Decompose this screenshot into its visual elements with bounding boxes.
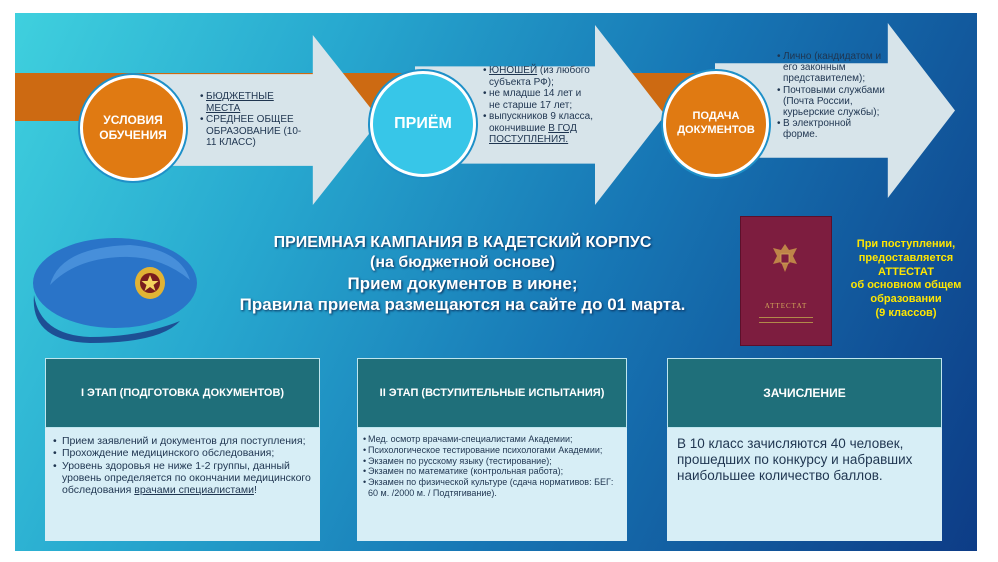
list-item: • Экзамен по физической культуре (сдача нормативов: БЕГ: 60 м. /2000 м. / Подтягивание). bbox=[363, 477, 623, 499]
headline bbox=[190, 233, 735, 316]
circle-label: УСЛОВИЯ ОБУЧЕНИЯ bbox=[99, 113, 167, 142]
documents-list bbox=[777, 51, 887, 141]
cover-line bbox=[759, 317, 813, 318]
stage1-body bbox=[45, 428, 320, 541]
list-item: • Психологическое тестирование психологами Академии; bbox=[363, 445, 623, 456]
stage3-header: ЗАЧИСЛЕНИЕ bbox=[667, 358, 942, 428]
list-item: • Прохождение медицинского обследования; bbox=[53, 447, 314, 459]
list-item: • Экзамен по математике (контрольная работа); bbox=[363, 466, 623, 477]
list-item: • Экзамен по русскому языку (тестирование); bbox=[363, 456, 623, 467]
headline-subtitle: (на бюджетной основе) bbox=[370, 254, 555, 271]
list-item: • выпускников 9 класса, окончившие В ГОД ПОСТУПЛЕНИЯ. bbox=[483, 111, 593, 146]
circle-study-conditions bbox=[80, 75, 186, 181]
circle-documents bbox=[663, 71, 769, 177]
list-item: • ЮНОШЕЙ (из любого субъекта РФ); bbox=[483, 65, 593, 88]
circle-label: ПОДАЧА ДОКУМЕНТОВ bbox=[677, 110, 755, 136]
list-item: • В электронной форме. bbox=[777, 118, 887, 140]
attestat-note: При поступлении, предоставляется АТТЕСТАТ об основном общем образовании (9 классов) bbox=[850, 238, 962, 319]
list-item: • Лично (кандидатом и его законным представителем); bbox=[777, 51, 887, 85]
list-item: • не младше 14 лет и не старше 17 лет; bbox=[483, 88, 593, 111]
list-item: • Почтовыми службами (Почта России, курьерские службы); bbox=[777, 85, 887, 119]
beret-icon bbox=[20, 225, 205, 345]
cover-line bbox=[759, 322, 813, 323]
stage1-header: I ЭТАП (ПОДГОТОВКА ДОКУМЕНТОВ) bbox=[45, 358, 320, 428]
headline-acceptance: Прием документов в июне; bbox=[347, 274, 578, 293]
list-item: • Прием заявлений и документов для поступления; bbox=[53, 435, 314, 447]
emblem-icon bbox=[771, 242, 799, 274]
list-item: • СРЕДНЕЕ ОБЩЕЕ ОБРАЗОВАНИЕ (10-11 КЛАСС) bbox=[200, 114, 310, 149]
circle-admission bbox=[370, 71, 476, 177]
study-conditions-list bbox=[200, 91, 310, 149]
stage2-header: II ЭТАП (ВСТУПИТЕЛЬНЫЕ ИСПЫТАНИЯ) bbox=[357, 358, 627, 428]
attestat-cover-text: АТТЕСТАТ bbox=[764, 302, 808, 310]
headline-title: ПРИЕМНАЯ КАМПАНИЯ В КАДЕТСКИЙ КОРПУС bbox=[273, 234, 652, 251]
list-item: • Уровень здоровья не ниже 1-2 группы, данный уровень определяется по окончании медицинского обследования врачами специалистами! bbox=[53, 460, 314, 497]
attestat-image bbox=[740, 216, 832, 346]
circle-label: ПРИЁМ bbox=[394, 115, 452, 132]
list-item: • Мед. осмотр врачами-специалистами Академии; bbox=[363, 434, 623, 445]
headline-rules: Правила приема размещаются на сайте до 01 марта. bbox=[239, 295, 686, 315]
enrollment-text: В 10 класс зачисляются 40 человек, прошедших по конкурсу и набравших наибольшее количество баллов. bbox=[677, 436, 913, 484]
stage3-body bbox=[667, 428, 942, 541]
list-item: • БЮДЖЕТНЫЕ МЕСТА bbox=[200, 91, 310, 114]
slide bbox=[15, 13, 977, 551]
admission-list bbox=[483, 65, 593, 146]
stage2-body bbox=[357, 428, 627, 541]
